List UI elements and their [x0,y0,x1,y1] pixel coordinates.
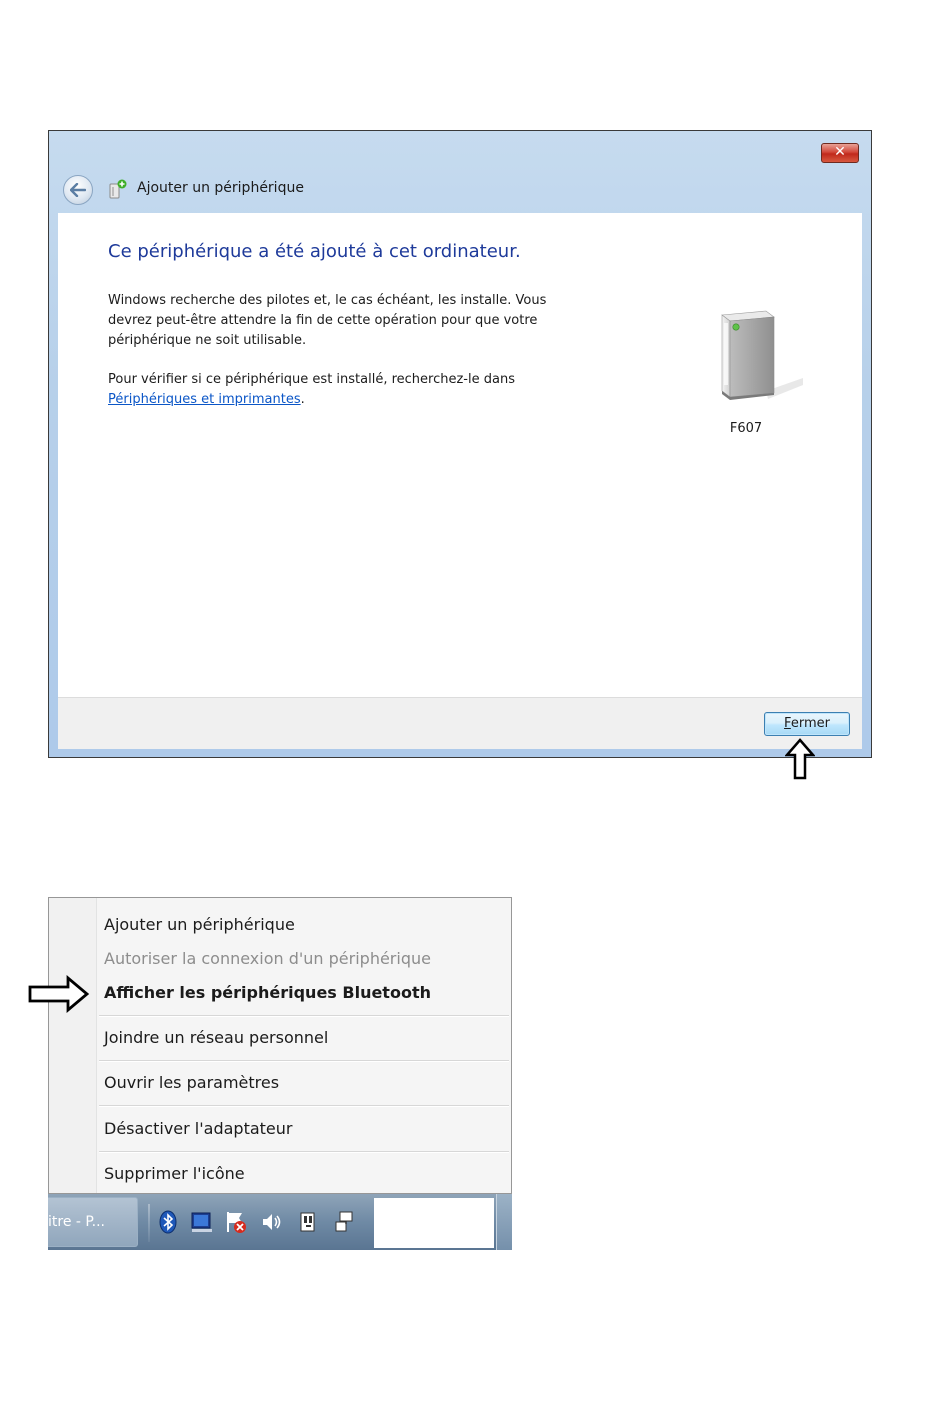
tray-separator [148,1204,150,1242]
add-device-dialog [48,130,872,758]
dialog-title: Ajouter un périphérique [137,180,304,196]
volume-icon[interactable] [260,1210,284,1234]
power-plug-icon[interactable] [296,1210,320,1234]
verify-text-suffix: . [300,392,305,407]
menu-item-join-personal-network[interactable]: Joindre un réseau personnel [104,1028,329,1047]
menu-separator [99,1060,509,1062]
taskbar [48,1194,512,1250]
show-desktop-button[interactable] [496,1194,512,1250]
storage-device-icon [708,303,808,413]
network-icon[interactable] [190,1210,214,1234]
dialog-heading: Ce périphérique a été ajouté à cet ordinateur. [108,241,521,262]
close-window-button[interactable]: ✕ [821,143,859,163]
fermer-button[interactable] [764,712,850,736]
back-arrow-icon [70,183,86,197]
menu-item-show-bluetooth-devices[interactable]: Afficher les périphériques Bluetooth [104,983,431,1002]
menu-item-allow-connection: Autoriser la connexion d'un périphérique [104,949,431,968]
verify-text-prefix: Pour vérifier si ce périphérique est installé, recherchez-le dans [108,372,515,387]
add-device-icon [107,178,129,200]
bluetooth-icon[interactable] [156,1210,180,1234]
verify-text [108,370,588,410]
bluetooth-context-menu [48,897,512,1194]
right-arrow-annotation-icon [28,975,90,1013]
menu-item-disable-adapter[interactable]: Désactiver l'adaptateur [104,1119,293,1138]
device-name-label: F607 [729,421,763,436]
lan-icon[interactable] [334,1210,358,1234]
taskbar-app-button[interactable]: itre - P... [48,1197,138,1247]
menu-separator [99,1015,509,1017]
dialog-footer [58,697,862,749]
menu-gutter [49,898,97,1193]
fermer-mnemonic: F [784,716,791,731]
fermer-label: ermer [790,716,830,731]
driver-info-text: Windows recherche des pilotes et, le cas échéant, les installe. Vous devrez peut-être attendre la fin de cette opération pour que votre périphérique ne soit utilisable. [108,293,547,348]
menu-item-open-settings[interactable]: Ouvrir les paramètres [104,1073,280,1092]
back-button[interactable] [63,175,93,205]
dialog-content [58,213,862,697]
up-arrow-annotation-icon [785,738,815,780]
devices-and-printers-link[interactable]: Périphériques et imprimantes [108,392,301,407]
action-center-flag-icon[interactable] [224,1210,248,1234]
menu-item-add-device[interactable]: Ajouter un périphérique [104,915,295,934]
tray-clock-area[interactable] [374,1198,494,1248]
menu-separator [99,1151,509,1153]
menu-item-remove-icon[interactable]: Supprimer l'icône [104,1164,245,1183]
menu-separator [99,1105,509,1107]
